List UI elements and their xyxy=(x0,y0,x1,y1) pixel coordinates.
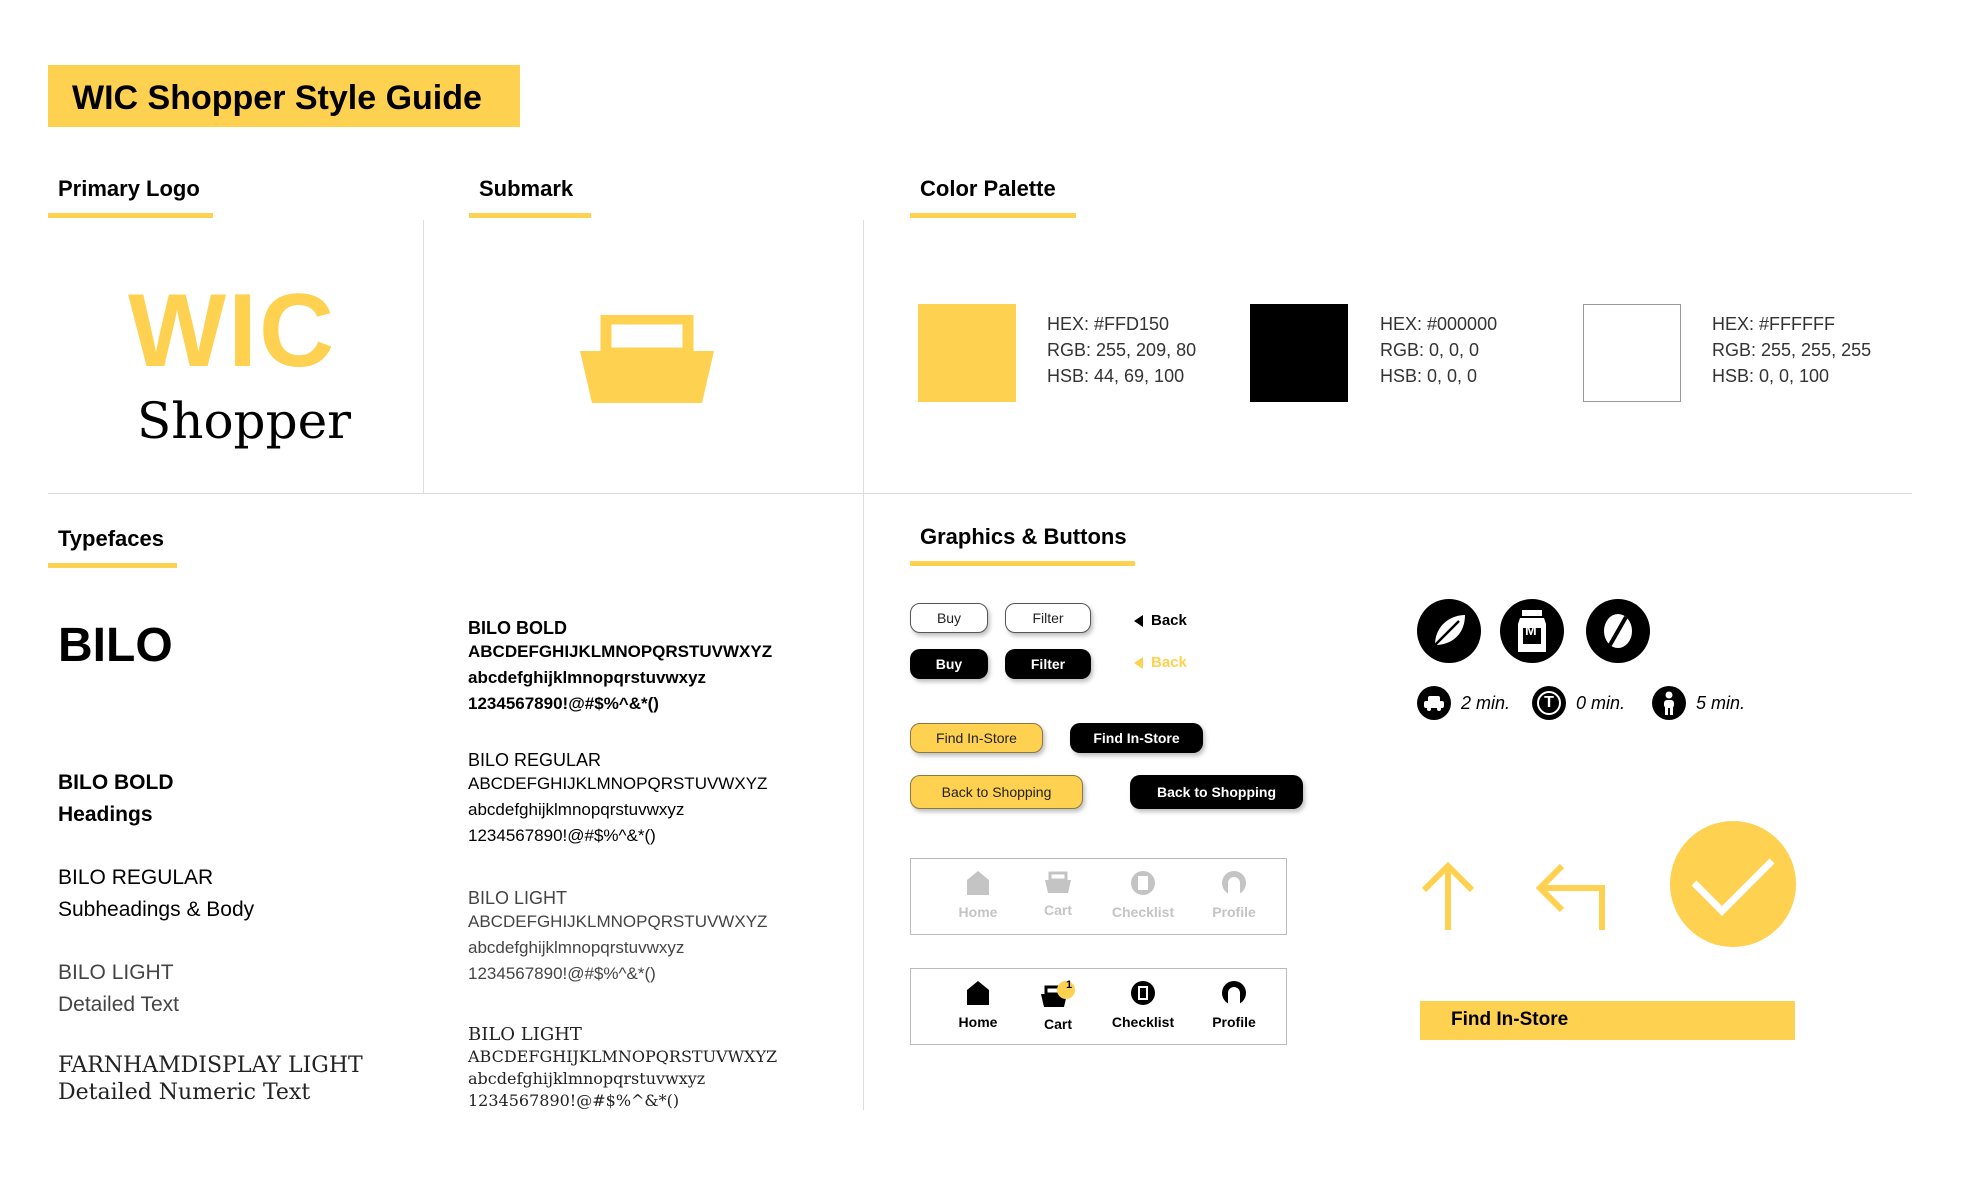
eta-walk: 5 min. xyxy=(1652,686,1745,720)
tab-home[interactable]: Home xyxy=(933,871,1023,920)
tab-bar-active xyxy=(910,968,1287,1045)
typeface-regular-name: BILO REGULAR xyxy=(58,866,214,889)
home-icon xyxy=(967,981,989,1005)
specimen-bilo-light: BILO LIGHT ABCDEFGHIJKLMNOPQRSTUVWXYZ abcdefghijklmnopqrstuvwxyz 1234567890!@#$%^&*() xyxy=(468,888,768,983)
milk-carton-letter: M xyxy=(1525,622,1537,638)
home-icon xyxy=(967,871,989,895)
swatch-white xyxy=(1583,304,1681,402)
cart-icon xyxy=(1045,871,1071,893)
divider xyxy=(423,220,424,493)
tab-checklist[interactable]: Checklist xyxy=(1098,981,1188,1030)
filter-button-outline[interactable]: Filter xyxy=(1005,603,1091,633)
swatch-info-white: HEX: #FFFFFF RGB: 255, 255, 255 HSB: 0, 0, 100 xyxy=(1712,314,1872,386)
tab-checklist[interactable]: Checklist xyxy=(1098,871,1188,920)
checkmark-circle-icon xyxy=(1670,821,1796,947)
typeface-farnham-name: FARNHAMDISPLAY LIGHT xyxy=(58,1053,363,1078)
typeface-farnham-use: Detailed Numeric Text xyxy=(58,1080,311,1105)
back-to-shopping-button-black[interactable]: Back to Shopping xyxy=(1130,775,1303,809)
swatch-info-black: HEX: #000000 RGB: 0, 0, 0 HSB: 0, 0, 0 xyxy=(1380,314,1498,386)
find-in-store-button-yellow[interactable]: Find In-Store xyxy=(910,723,1043,753)
profile-icon xyxy=(1222,871,1246,895)
section-submark: Submark xyxy=(479,176,574,201)
section-typefaces: Typefaces xyxy=(58,526,164,551)
section-primary-logo: Primary Logo xyxy=(58,176,200,201)
buy-button-outline[interactable]: Buy xyxy=(910,603,988,633)
divider xyxy=(863,220,864,1110)
tab-profile[interactable]: Profile xyxy=(1189,871,1279,920)
find-in-store-bar[interactable]: Find In-Store xyxy=(1420,1001,1795,1040)
section-graphics-buttons: Graphics & Buttons xyxy=(920,524,1127,549)
chevron-left-icon xyxy=(1134,657,1143,669)
chevron-left-icon xyxy=(1134,615,1143,627)
section-underline xyxy=(469,213,591,218)
checklist-icon xyxy=(1131,871,1155,895)
divider xyxy=(48,493,1912,494)
profile-icon xyxy=(1222,981,1246,1005)
tab-profile[interactable]: Profile xyxy=(1189,981,1279,1030)
car-icon xyxy=(1417,686,1451,720)
section-color-palette: Color Palette xyxy=(920,176,1056,201)
tab-cart[interactable]: 1 Cart xyxy=(1013,981,1103,1032)
specimen-farnham-light: BILO LIGHT ABCDEFGHIJKLMNOPQRSTUVWXYZ abcdefghijklmnopqrstuvwxyz 1234567890!@#$%^&*() xyxy=(468,1024,778,1110)
buy-button-filled[interactable]: Buy xyxy=(910,649,988,679)
milk-carton-icon xyxy=(1500,599,1564,663)
bean-icon xyxy=(1586,599,1650,663)
filter-button-filled[interactable]: Filter xyxy=(1005,649,1091,679)
typeface-regular-use: Subheadings & Body xyxy=(58,898,255,921)
back-to-shopping-button-yellow[interactable]: Back to Shopping xyxy=(910,775,1083,809)
typeface-light-name: BILO LIGHT xyxy=(58,961,174,984)
arrow-up-icon xyxy=(1420,860,1476,932)
back-link-yellow[interactable]: Back xyxy=(1134,654,1187,671)
page-title: WIC Shopper Style Guide xyxy=(72,79,482,117)
section-underline xyxy=(910,561,1135,566)
eta-transit: T 0 min. xyxy=(1532,686,1625,720)
swatch-yellow xyxy=(918,304,1016,402)
title-banner xyxy=(48,65,520,127)
eta-car: 2 min. xyxy=(1417,686,1510,720)
tab-cart[interactable]: Cart xyxy=(1013,871,1103,918)
typeface-light-use: Detailed Text xyxy=(58,993,180,1016)
back-link-black[interactable]: Back xyxy=(1134,612,1187,629)
transit-icon: T xyxy=(1532,686,1566,720)
section-underline xyxy=(48,563,177,568)
tab-home[interactable]: Home xyxy=(933,981,1023,1030)
swatch-black xyxy=(1250,304,1348,402)
checklist-icon xyxy=(1131,981,1155,1005)
leaf-icon xyxy=(1417,599,1481,663)
swatch-info-yellow: HEX: #FFD150 RGB: 255, 209, 80 HSB: 44, 69, 100 xyxy=(1047,314,1197,386)
section-underline xyxy=(48,213,213,218)
section-underline xyxy=(910,213,1076,218)
tab-bar-inactive xyxy=(910,858,1287,935)
find-in-store-button-black[interactable]: Find In-Store xyxy=(1070,723,1203,753)
typeface-bold-use: Headings xyxy=(58,803,153,826)
typeface-bold-name: BILO BOLD xyxy=(58,771,174,794)
cart-badge: 1 xyxy=(1066,979,1073,991)
specimen-bilo-bold: BILO BOLD ABCDEFGHIJKLMNOPQRSTUVWXYZ abcdefghijklmnopqrstuvwxyz 1234567890!@#$%^&*() xyxy=(468,618,773,713)
arrow-return-left-icon xyxy=(1532,860,1608,932)
logo-shopper: Shopper xyxy=(137,392,352,450)
walking-person-icon xyxy=(1652,686,1686,720)
logo-wic: WIC xyxy=(128,273,337,389)
typeface-bilo-sample: BILO xyxy=(58,619,173,672)
basket-icon xyxy=(580,315,714,405)
specimen-bilo-regular: BILO REGULAR ABCDEFGHIJKLMNOPQRSTUVWXYZ abcdefghijklmnopqrstuvwxyz 1234567890!@#$%^&*() xyxy=(468,750,768,845)
